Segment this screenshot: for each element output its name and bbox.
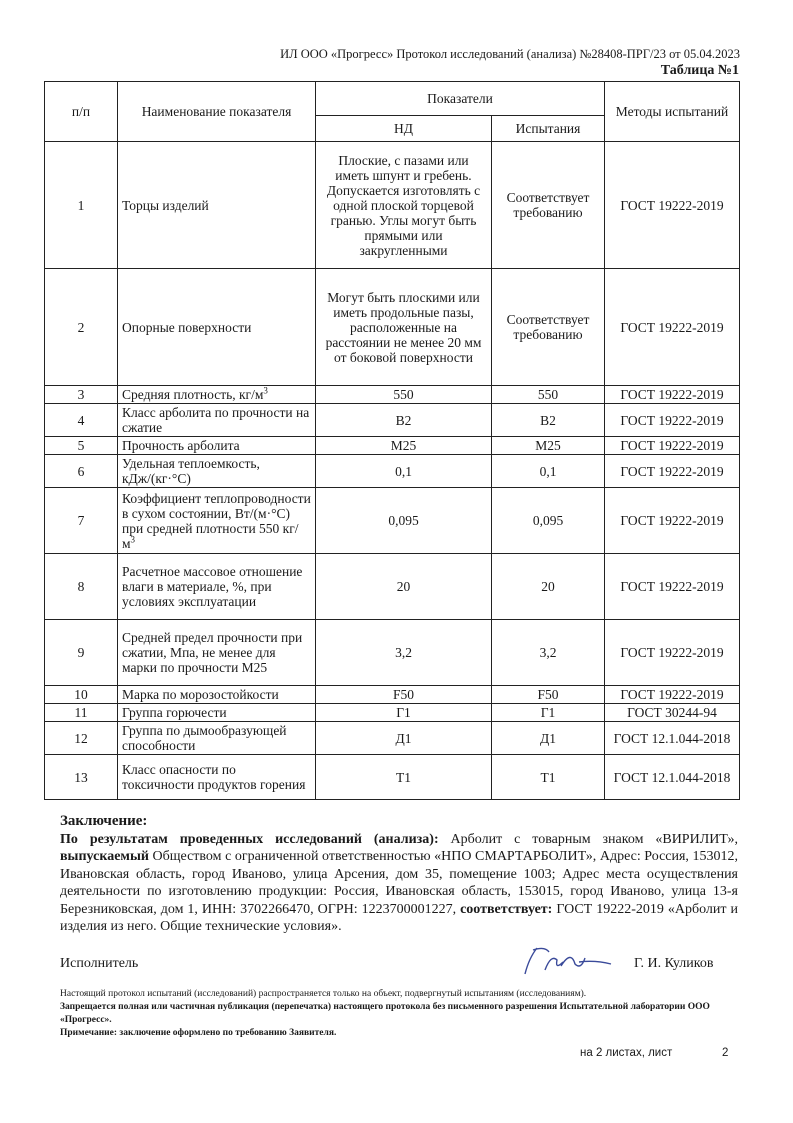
row-nd bbox=[316, 488, 492, 554]
row-method-text: ГОСТ 30244-94 bbox=[627, 705, 717, 720]
row-nd bbox=[316, 704, 492, 722]
table-row bbox=[45, 455, 740, 488]
table-row bbox=[45, 386, 740, 404]
row-name bbox=[118, 755, 316, 800]
row-name-text: Удельная теплоемкость, кДж/(кг·°С) bbox=[122, 456, 260, 486]
row-name bbox=[118, 386, 316, 404]
row-test bbox=[492, 755, 605, 800]
row-nd bbox=[316, 142, 492, 269]
table-row bbox=[45, 620, 740, 686]
table-row bbox=[45, 686, 740, 704]
table-title: Таблица №1 bbox=[660, 63, 739, 78]
row-num-text: 4 bbox=[77, 412, 85, 428]
row-name-text: Прочность арболита bbox=[122, 438, 240, 453]
row-test-text: Г1 bbox=[540, 705, 556, 720]
row-method-text: ГОСТ 19222-2019 bbox=[620, 438, 724, 453]
row-name bbox=[118, 455, 316, 488]
row-test bbox=[492, 722, 605, 755]
row-num bbox=[45, 554, 118, 620]
row-method-text: ГОСТ 19222-2019 bbox=[620, 387, 724, 402]
conclusion-bold2: выпускаемый bbox=[60, 849, 149, 864]
row-nd-text: 20 bbox=[396, 579, 411, 594]
conclusion bbox=[60, 813, 738, 936]
row-name bbox=[118, 142, 316, 269]
row-num bbox=[45, 142, 118, 269]
table-row bbox=[45, 488, 740, 554]
row-nd-text: М25 bbox=[390, 438, 417, 453]
row-name-text: Группа по дымообразующей способности bbox=[122, 723, 287, 753]
row-num bbox=[45, 269, 118, 386]
row-num-text: 7 bbox=[77, 513, 85, 528]
executor-name: Г. И. Куликов bbox=[634, 956, 714, 971]
executor-label: Исполнитель bbox=[60, 956, 139, 971]
row-name-text: Марка по морозостойкости bbox=[122, 687, 279, 702]
row-method bbox=[605, 404, 740, 437]
row-num-text: 10 bbox=[74, 687, 88, 702]
row-method-text: ГОСТ 12.1.044-2018 bbox=[613, 769, 731, 785]
row-name bbox=[118, 620, 316, 686]
signature-mark bbox=[515, 940, 625, 980]
row-num-text: 13 bbox=[74, 769, 88, 785]
row-method bbox=[605, 455, 740, 488]
row-num-text: 12 bbox=[74, 730, 88, 746]
row-name-text: Опорные поверхности bbox=[122, 319, 252, 335]
row-name-text: Группа горючести bbox=[122, 705, 227, 720]
row-name-text: Расчетное массовое отношение влаги в материале, %, при условиях эксплуатации bbox=[122, 564, 303, 609]
row-method-text: ГОСТ 19222-2019 bbox=[620, 197, 724, 213]
row-test bbox=[492, 704, 605, 722]
row-nd bbox=[316, 404, 492, 437]
footnote-remark: Примечание: заключение оформлено по требованию Заявителя. bbox=[60, 1028, 337, 1038]
row-nd-text: В2 bbox=[395, 412, 412, 428]
row-name-superscript: 3 bbox=[263, 385, 268, 396]
row-test-text: 550 bbox=[537, 387, 559, 402]
table-row bbox=[45, 755, 740, 800]
row-method-text: ГОСТ 19222-2019 bbox=[620, 687, 724, 702]
conclusion-part1: Арболит с товарным знаком «ВИРИЛИТ», bbox=[438, 831, 739, 847]
row-num bbox=[45, 755, 118, 800]
row-method-text: ГОСТ 19222-2019 bbox=[620, 579, 724, 594]
row-test-text: В2 bbox=[540, 412, 556, 428]
row-nd bbox=[316, 620, 492, 686]
row-name-superscript: 3 bbox=[130, 534, 136, 544]
row-test-text: 0,095 bbox=[532, 513, 564, 528]
row-nd bbox=[316, 386, 492, 404]
row-nd-text: 3,2 bbox=[395, 645, 412, 660]
row-name bbox=[118, 437, 316, 455]
row-num bbox=[45, 437, 118, 455]
row-test-text: М25 bbox=[535, 438, 561, 453]
header-indicators: Показатели bbox=[316, 82, 605, 116]
row-name-text: Коэффициент теплопроводности в сухом состоянии, Вт/(м·°С) при средней плотности 550 кг/м bbox=[122, 490, 311, 551]
row-nd-text: Т1 bbox=[396, 769, 411, 785]
row-name bbox=[118, 704, 316, 722]
row-method bbox=[605, 437, 740, 455]
row-num bbox=[45, 386, 118, 404]
page-number: 2 bbox=[722, 1047, 729, 1059]
conclusion-title: Заключение: bbox=[60, 813, 148, 829]
row-method bbox=[605, 722, 740, 755]
results-table bbox=[44, 81, 740, 800]
row-name-text: Торцы изделий bbox=[122, 197, 209, 213]
row-num-text: 1 bbox=[77, 197, 85, 213]
row-num-text: 5 bbox=[77, 438, 85, 453]
row-test bbox=[492, 142, 605, 269]
table-row bbox=[45, 437, 740, 455]
row-test bbox=[492, 437, 605, 455]
row-name bbox=[118, 404, 316, 437]
row-test bbox=[492, 455, 605, 488]
page-sheets: на 2 листах, лист bbox=[580, 1047, 673, 1059]
row-test-text: F50 bbox=[537, 687, 559, 702]
row-num-text: 11 bbox=[74, 705, 88, 720]
row-nd-text: 550 bbox=[393, 387, 414, 402]
table-row bbox=[45, 554, 740, 620]
row-method bbox=[605, 704, 740, 722]
row-method-text: ГОСТ 12.1.044-2018 bbox=[613, 730, 731, 746]
row-nd-text: F50 bbox=[392, 687, 414, 702]
row-test bbox=[492, 686, 605, 704]
row-test-text: Т1 bbox=[540, 769, 556, 785]
row-test-text: Соответствует требованию bbox=[506, 190, 590, 220]
row-method-text: ГОСТ 19222-2019 bbox=[620, 412, 724, 428]
row-test-text: Д1 bbox=[540, 730, 556, 746]
row-method bbox=[605, 142, 740, 269]
conclusion-part2: Обществом с ограниченной ответственностью «НПО СМАРТАРБОЛИТ», Адрес: Россия, 153012, Ивановская область, город Иваново, улица Арсения, дом 35, помещение 1003; Адрес места осуществления деятельности по изготовлению продукции: Россия, Ивановская область, 153015, город Иваново, улица 13-я Березниковская, дом 1, ИНН: 3702266470, ОГРН: 1223700001227, bbox=[60, 849, 738, 917]
row-name-text: Класс арболита по прочности на сжатие bbox=[122, 405, 310, 435]
row-test bbox=[492, 404, 605, 437]
table-row bbox=[45, 269, 740, 386]
row-method-text: ГОСТ 19222-2019 bbox=[620, 463, 724, 479]
row-method bbox=[605, 488, 740, 554]
table-row bbox=[45, 704, 740, 722]
row-name-text: Средней предел прочности при сжатии, Мпа, не менее для марки по прочности М25 bbox=[122, 630, 303, 675]
row-num bbox=[45, 455, 118, 488]
row-name bbox=[118, 269, 316, 386]
footnote-scope: Настоящий протокол испытаний (исследований) распространяется только на объект, подвергнутый испытаниям (исследованиям). bbox=[60, 989, 587, 999]
header-name: Наименование показателя bbox=[118, 82, 316, 142]
row-test-text: Соответствует требованию bbox=[506, 312, 590, 342]
table-row bbox=[45, 142, 740, 269]
conclusion-bold3: соответствует: bbox=[460, 901, 553, 917]
header-methods: Методы испытаний bbox=[605, 82, 740, 142]
row-test-text: 0,1 bbox=[539, 463, 557, 479]
row-num bbox=[45, 722, 118, 755]
table-row bbox=[45, 722, 740, 755]
row-name bbox=[118, 722, 316, 755]
row-method bbox=[605, 554, 740, 620]
row-nd-text: Г1 bbox=[396, 705, 411, 720]
row-nd bbox=[316, 455, 492, 488]
row-num-text: 8 bbox=[77, 579, 85, 594]
footnotes bbox=[60, 988, 740, 1040]
row-test bbox=[492, 554, 605, 620]
row-num-text: 9 bbox=[77, 645, 85, 660]
header-nd: НД bbox=[316, 116, 492, 142]
row-nd bbox=[316, 437, 492, 455]
row-nd bbox=[316, 755, 492, 800]
footnote-publication: Запрещается полная или частичная публикация (перепечатка) настоящего протокола без письменного разрешения Испытательной лаборатории ООО «Прогресс». bbox=[60, 1002, 710, 1025]
row-test bbox=[492, 269, 605, 386]
row-test bbox=[492, 620, 605, 686]
row-test bbox=[492, 488, 605, 554]
row-nd-text: 0,1 bbox=[395, 463, 412, 479]
row-nd bbox=[316, 269, 492, 386]
header-test: Испытания bbox=[492, 116, 605, 142]
row-nd bbox=[316, 722, 492, 755]
conclusion-part3: ГОСТ 19222-2019 «Арболит и изделия из него. Общие технические условия». bbox=[60, 901, 739, 934]
row-name-text: Класс опасности по токсичности продуктов горения bbox=[122, 762, 306, 792]
row-method bbox=[605, 620, 740, 686]
row-test-text: 3,2 bbox=[539, 645, 557, 660]
row-nd-text: Д1 bbox=[395, 730, 412, 746]
row-name-text: Средняя плотность, кг/м bbox=[122, 387, 264, 402]
row-num bbox=[45, 620, 118, 686]
row-test-text: 20 bbox=[541, 579, 555, 594]
conclusion-lead: По результатам проведенных исследований (анализа): bbox=[60, 831, 439, 847]
row-method bbox=[605, 386, 740, 404]
row-nd-text: Могут быть плоскими или иметь продольные пазы, расположенные на расстоянии не менее 20 мм от боковой поверхности bbox=[325, 289, 482, 365]
row-num bbox=[45, 704, 118, 722]
row-method bbox=[605, 686, 740, 704]
row-num-text: 2 bbox=[77, 319, 85, 335]
row-nd-text: Плоские, с пазами или иметь шпунт и гребень. Допускается изготовлять с одной плоской торцевой гранью. Углы могут быть прямыми или закругленными bbox=[326, 152, 481, 258]
row-nd-text: 0,095 bbox=[388, 513, 419, 528]
row-method-text: ГОСТ 19222-2019 bbox=[620, 645, 724, 660]
row-num-text: 3 bbox=[77, 387, 85, 402]
row-name bbox=[118, 686, 316, 704]
row-method-text: ГОСТ 19222-2019 bbox=[620, 319, 724, 335]
row-num bbox=[45, 488, 118, 554]
row-nd bbox=[316, 686, 492, 704]
row-nd bbox=[316, 554, 492, 620]
row-test bbox=[492, 386, 605, 404]
row-method bbox=[605, 269, 740, 386]
header-num: п/п bbox=[45, 82, 118, 142]
row-name bbox=[118, 488, 316, 554]
table-body bbox=[45, 142, 740, 800]
row-method bbox=[605, 755, 740, 800]
document-header: ИЛ ООО «Прогресс» Протокол исследований (анализа) №28408-ПРГ/23 от 05.04.2023 bbox=[280, 47, 740, 61]
row-num bbox=[45, 686, 118, 704]
row-num-text: 6 bbox=[77, 463, 85, 479]
row-method-text: ГОСТ 19222-2019 bbox=[620, 513, 724, 528]
row-num bbox=[45, 404, 118, 437]
table-row bbox=[45, 404, 740, 437]
row-name bbox=[118, 554, 316, 620]
